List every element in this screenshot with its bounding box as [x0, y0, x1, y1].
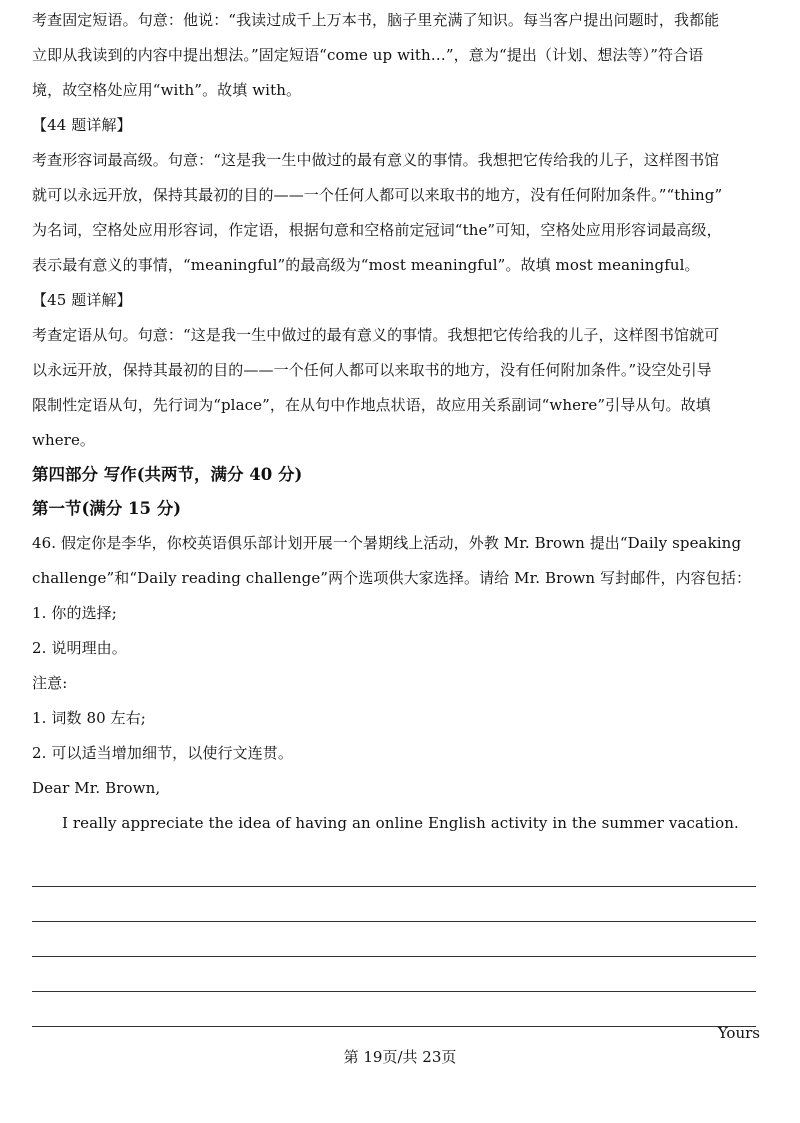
question-line: 46. 假定你是李华，你校英语俱乐部计划开展一个暑期线上活动，外教 Mr. Brown 提出“Daily speaking — [32, 534, 742, 552]
question-line: 1. 你的选择; — [32, 604, 117, 622]
answer-line[interactable] — [32, 957, 756, 992]
answer-writing-area[interactable] — [32, 852, 756, 1027]
answer-line[interactable] — [32, 992, 756, 1027]
text-line: 为名词，空格处应用形容词，作定语，根据句意和空格前定冠词“the”可知，空格处应用形容词最高级， — [32, 221, 722, 239]
text-line: 立即从我读到的内容中提出想法。”固定短语“come up with…”，意为“提出（计划、想法等）”符合语 — [32, 46, 704, 64]
paragraph-45-explanation — [32, 318, 760, 458]
answer-line[interactable] — [32, 922, 756, 957]
text-line: 以永远开放，保持其最初的目的——一个任何人都可以来取书的地方，没有任何附加条件。”设空处引导 — [32, 361, 712, 379]
question-line: 注意: — [32, 674, 68, 692]
text-line: 考查固定短语。句意：他说：“我读过成千上万本书，脑子里充满了知识。每当客户提出问题时，我都能 — [32, 11, 720, 29]
text-line: 境，故空格处应用“with”。故填 with。 — [32, 81, 302, 99]
letter-opening: I really appreciate the idea of having an online English activity in the summer vacation. — [62, 814, 739, 832]
text-line: 表示最有意义的事情，“meaningful”的最高级为“most meaningful”。故填 most meaningful。 — [32, 256, 700, 274]
question-46 — [32, 526, 760, 771]
text-line: 就可以永远开放，保持其最初的目的——一个任何人都可以来取书的地方，没有任何附加条件。”“thing” — [32, 186, 723, 204]
text-line: 考查定语从句。句意：“这是我一生中做过的最有意义的事情。我想把它传给我的儿子，这样图书馆就可 — [32, 326, 720, 344]
text-line: 限制性定语从句，先行词为“place”，在从句中作地点状语，故应用关系副词“where”引导从句。故填 — [32, 396, 711, 414]
text-line: where。 — [32, 431, 96, 449]
section-title: 第四部分 写作(共两节，满分 40 分) — [32, 465, 303, 484]
paragraph-44-explanation — [32, 143, 760, 283]
subsection-title: 第一节(满分 15 分) — [32, 499, 182, 518]
question-45-label: 【45 题详解】 — [32, 291, 132, 309]
question-line: 1. 词数 80 左右; — [32, 709, 146, 727]
text-line: 考查形容词最高级。句意：“这是我一生中做过的最有意义的事情。我想把它传给我的儿子，这样图书馆 — [32, 151, 720, 169]
paragraph-43-explanation — [32, 3, 760, 108]
question-line: challenge”和“Daily reading challenge”两个选项供大家选择。请给 Mr. Brown 写封邮件，内容包括： — [32, 569, 752, 587]
document-page — [32, 0, 760, 841]
answer-line[interactable] — [32, 887, 756, 922]
letter-salutation: Dear Mr. Brown, — [32, 779, 161, 797]
answer-line[interactable] — [32, 852, 756, 887]
question-line: 2. 说明理由。 — [32, 639, 127, 657]
question-44-label: 【44 题详解】 — [32, 116, 132, 134]
page-footer: 第 19页/共 23页 — [343, 1048, 457, 1066]
question-line: 2. 可以适当增加细节，以使行文连贯。 — [32, 744, 293, 762]
letter-closing: Yours — [717, 1024, 760, 1042]
